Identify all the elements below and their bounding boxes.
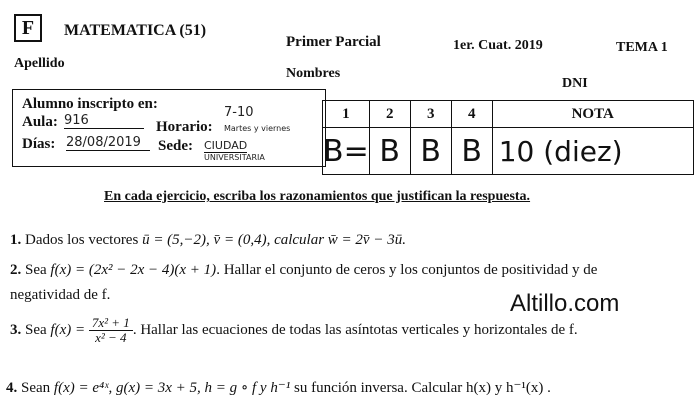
q3-text: Sea [25,321,47,338]
q3-denominator: x² − 4 [95,330,127,345]
enrolled-label: Alumno inscripto en: [22,96,158,112]
version-letter-box: F [14,14,42,42]
grade-header: 4 [451,101,492,128]
q2-number: 2. [10,262,22,278]
q4-rest: su función inversa. Calcular h(x) y h⁻¹(x) . [293,380,551,396]
nota-value: 10 (diez) [492,128,693,175]
q4-number: 4. [6,380,18,396]
nombres-label: Nombres [286,66,341,81]
question-3 [10,316,578,345]
grade-value: B= [323,128,370,175]
dias-label: Días: [22,136,56,152]
q2-formula: f(x) = (2x² − 2x − 4)(x + 1) [50,262,217,278]
watermark: Altillo.com [510,290,620,317]
horario-value: 7-10 [224,105,254,120]
grade-header: 1 [323,101,370,128]
term-label: 1er. Cuat. 2019 [453,38,543,53]
q3-numerator: 7x² + 1 [89,316,133,331]
q2-line2: negatividad de f. [10,287,111,303]
grade-value: B [410,128,451,175]
question-4 [6,378,551,397]
q3-lhs: f(x) = [50,321,86,338]
nota-header: NOTA [492,101,693,128]
sede-label: Sede: [158,138,193,154]
aula-value: 916 [64,113,144,129]
exam-title: Primer Parcial [286,34,381,50]
sede-sub: UNIVERSITARIA [204,153,265,162]
horario-sub: Martes y viernes [224,124,291,133]
grade-header: 3 [410,101,451,128]
q2-rest: . Hallar el conjunto de ceros y los conjuntos de positividad y de [216,262,598,278]
apellido-label: Apellido [14,56,65,71]
grade-value: B [369,128,410,175]
sede-value: CIUDAD [204,139,248,152]
grade-value: B [451,128,492,175]
subject-title: MATEMATICA (51) [64,22,207,39]
q3-number: 3. [10,321,22,338]
q1-formula: ū = (5,−2), v̄ = (0,4), calcular w̄ = 2v̄ − 3ū. [142,232,406,248]
grade-header: 2 [369,101,410,128]
horario-label: Horario: [156,119,213,135]
instruction: En cada ejercicio, escriba los razonamientos que justifican la respuesta. [104,189,531,204]
q1-text: Dados los vectores [25,232,139,248]
q4-text: Sean [21,380,51,396]
question-2 [10,262,597,279]
dias-value: 28/08/2019 [66,135,150,151]
grade-table [322,100,694,175]
dni-label: DNI [562,76,588,91]
q3-fraction [89,316,133,345]
q1-number: 1. [10,232,22,248]
q3-rest: . Hallar las ecuaciones de todas las asíntotas verticales y horizontales de f. [132,321,578,338]
q4-formula: f(x) = e⁴ˣ, g(x) = 3x + 5, h = g ∘ f y h⁻¹ [53,380,291,396]
q2-text: Sea [25,262,47,278]
aula-label: Aula: [22,114,58,130]
question-1 [10,232,406,249]
topic-label: TEMA 1 [616,40,668,55]
